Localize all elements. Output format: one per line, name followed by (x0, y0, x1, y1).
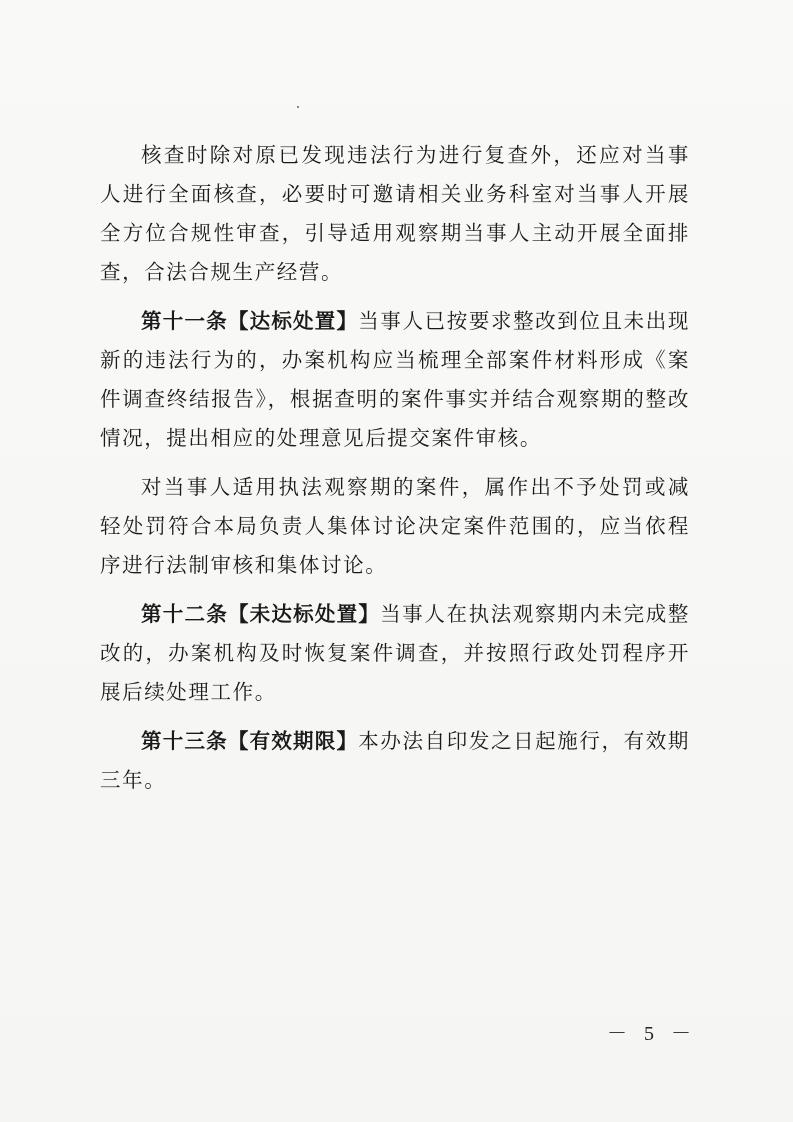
paragraph-article-12 (100, 595, 690, 712)
document-body (100, 136, 690, 800)
article-12-text: 当事人在执法观察期内未完成整改的，办案机构及时恢复案件调查，并按照行政处罚程序开展后续处理工作。 (100, 602, 690, 704)
article-12-heading: 第十二条【未达标处置】 (141, 602, 381, 626)
paragraph-article-11 (100, 302, 690, 458)
article-11-text: 当事人已按要求整改到位且未出现新的违法行为的，办案机构应当梳理全部案件材料形成《案件调查终结报告》，根据查明的案件事实并结合观察期的整改情况，提出相应的处理意见后提交案件审核。 (100, 309, 691, 450)
article-13-heading: 第十三条【有效期限】 (141, 729, 359, 753)
paragraph-1 (100, 136, 690, 292)
paragraph-1-text: 核查时除对原已发现违法行为进行复查外，还应对当事人进行全面核查，必要时可邀请相关业务科室对当事人开展全方位合规性审查，引导适用观察期当事人主动开展全面排查，合法合规生产经营。 (100, 143, 690, 284)
article-11-heading: 第十一条【达标处置】 (141, 309, 359, 333)
paragraph-3-text: 对当事人适用执法观察期的案件，属作出不予处罚或减轻处罚符合本局负责人集体讨论决定案件范围的，应当依程序进行法制审核和集体讨论。 (100, 475, 690, 577)
paragraph-article-13 (100, 722, 690, 800)
page-number: － 5 － (607, 1023, 697, 1045)
article-13-text: 本办法自印发之日起施行，有效期三年。 (100, 729, 691, 792)
paragraph-3 (100, 468, 690, 585)
scan-speck (297, 106, 299, 108)
